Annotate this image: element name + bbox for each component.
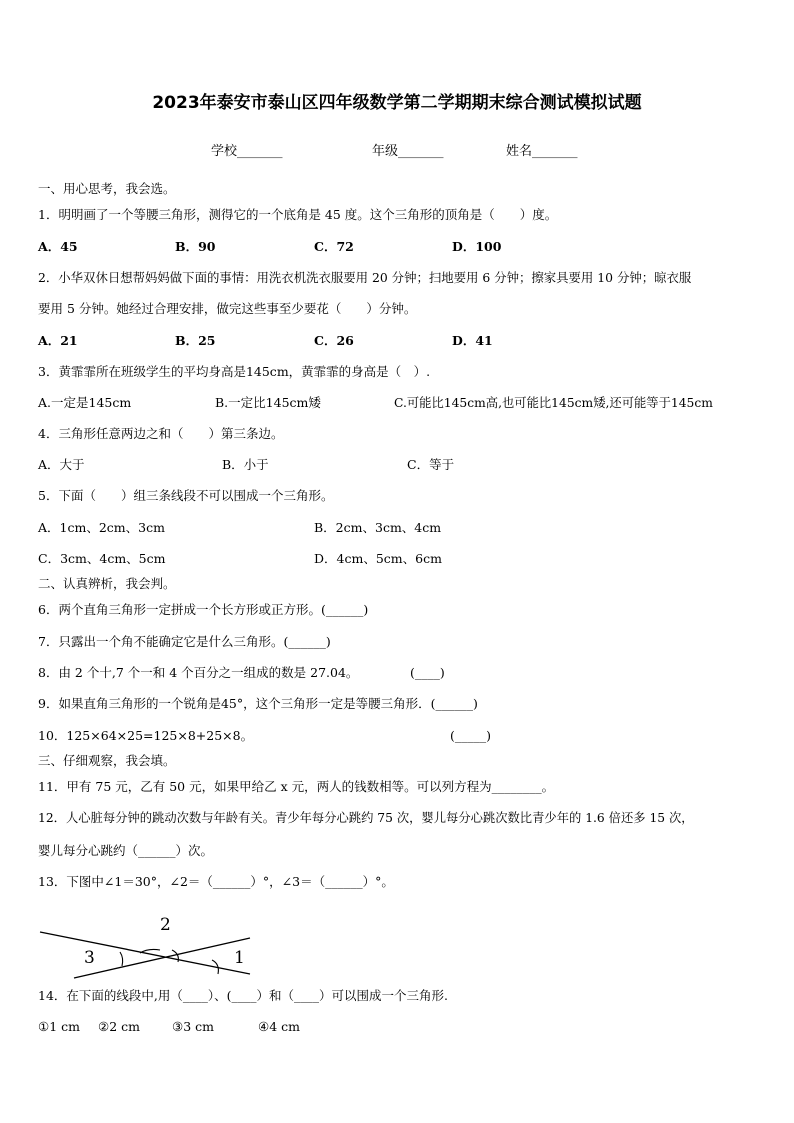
q5-option-c: C．3cm、4cm、5cm	[38, 551, 166, 566]
question-8: 8．由 2 个十,7 个一和 4 个百分之一组成的数是 27.04。	[38, 665, 359, 680]
question-12-line-1: 12．人心脏每分钟的跳动次数与年龄有关。青少年每分心跳约 75 次，婴儿每分心跳次数比青少年的 1.6 倍还多 15 次，	[38, 811, 694, 825]
angle-3-arc	[120, 952, 123, 966]
question-4: 4．三角形任意两边之和（ ）第三条边。	[38, 426, 284, 441]
question-12-line-2: 婴儿每分心跳约（______）次。	[38, 843, 214, 858]
q5-option-d: D．4cm、5cm、6cm	[314, 551, 442, 566]
page-title: 2023年泰安市泰山区四年级数学第二学期期末综合测试模拟试题	[152, 93, 642, 113]
q1-option-d: D．100	[452, 239, 502, 254]
q4-option-a: A．大于	[38, 457, 85, 472]
q14-segment-3: ③3 cm	[172, 1019, 214, 1034]
angle-label-2: 2	[160, 915, 171, 935]
intersecting-lines-figure	[36, 908, 256, 982]
q2-option-a: A．21	[38, 333, 78, 348]
q3-option-b: B.一定比145cm矮	[215, 395, 321, 410]
q1-option-a: A．45	[38, 239, 78, 254]
q2-option-d: D．41	[452, 333, 493, 348]
school-field: 学校_______	[211, 144, 283, 159]
question-6: 6．两个直角三角形一定拼成一个长方形或正方形。(______)	[38, 602, 369, 617]
question-2-line-2: 要用 5 分钟。她经过合理安排，做完这些事至少要花（ ）分钟。	[38, 301, 417, 316]
q1-option-c: C．72	[314, 239, 354, 254]
q2-option-c: C．26	[314, 333, 354, 348]
grade-field: 年级_______	[372, 144, 444, 159]
q1-option-b: B．90	[175, 239, 216, 254]
q14-segment-2: ②2 cm	[98, 1019, 140, 1034]
question-13: 13．下图中∠1＝30°，∠2＝（______）°，∠3＝（______）°。	[38, 874, 394, 889]
q8-answer-blank: (____)	[410, 665, 445, 680]
q14-segment-1: ①1 cm	[38, 1019, 80, 1034]
question-5: 5．下面（ ）组三条线段不可以围成一个三角形。	[38, 488, 334, 503]
section-heading-1: 一、用心思考，我会选。	[38, 181, 176, 196]
question-3: 3．黄霏霏所在班级学生的平均身高是145cm，黄霏霏的身高是（ ）.	[38, 364, 431, 379]
question-1: 1．明明画了一个等腰三角形，测得它的一个底角是 45 度。这个三角形的顶角是（ ）度。	[38, 207, 558, 222]
q5-option-b: B．2cm、3cm、4cm	[314, 520, 442, 535]
q5-option-a: A．1cm、2cm、3cm	[38, 520, 165, 535]
q3-option-c: C.可能比145cm高,也可能比145cm矮,还可能等于145cm	[394, 396, 713, 410]
section-heading-3: 三、仔细观察，我会填。	[38, 753, 176, 768]
question-9: 9．如果直角三角形的一个锐角是45°，这个三角形一定是等腰三角形．(______)	[38, 696, 478, 711]
name-field: 姓名_______	[506, 144, 578, 159]
question-7: 7．只露出一个角不能确定它是什么三角形。(______)	[38, 634, 331, 649]
angle-label-1: 1	[234, 948, 245, 968]
question-2-line-1: 2．小华双休日想帮妈妈做下面的事情：用洗衣机洗衣服要用 20 分钟；扫地要用 6 分钟；擦家具要用 10 分钟；晾衣服	[38, 270, 692, 285]
question-14: 14．在下面的线段中,用（____）、(____）和（____）可以围成一个三角形.	[38, 988, 448, 1003]
question-11: 11．甲有 75 元，乙有 50 元，如果甲给乙 x 元，两人的钱数相等。可以列方程为________。	[38, 779, 555, 794]
q4-option-c: C．等于	[407, 457, 455, 472]
q14-segment-4: ④4 cm	[258, 1019, 300, 1034]
q10-answer-blank: (_____)	[450, 728, 492, 743]
q2-option-b: B．25	[175, 333, 216, 348]
section-heading-2: 二、认真辨析，我会判。	[38, 576, 176, 591]
q4-option-b: B．小于	[222, 457, 269, 472]
angle-label-3: 3	[84, 948, 95, 968]
q3-option-a: A.一定是145cm	[38, 395, 132, 410]
question-10: 10．125×64×25=125×8+25×8。	[38, 728, 254, 743]
